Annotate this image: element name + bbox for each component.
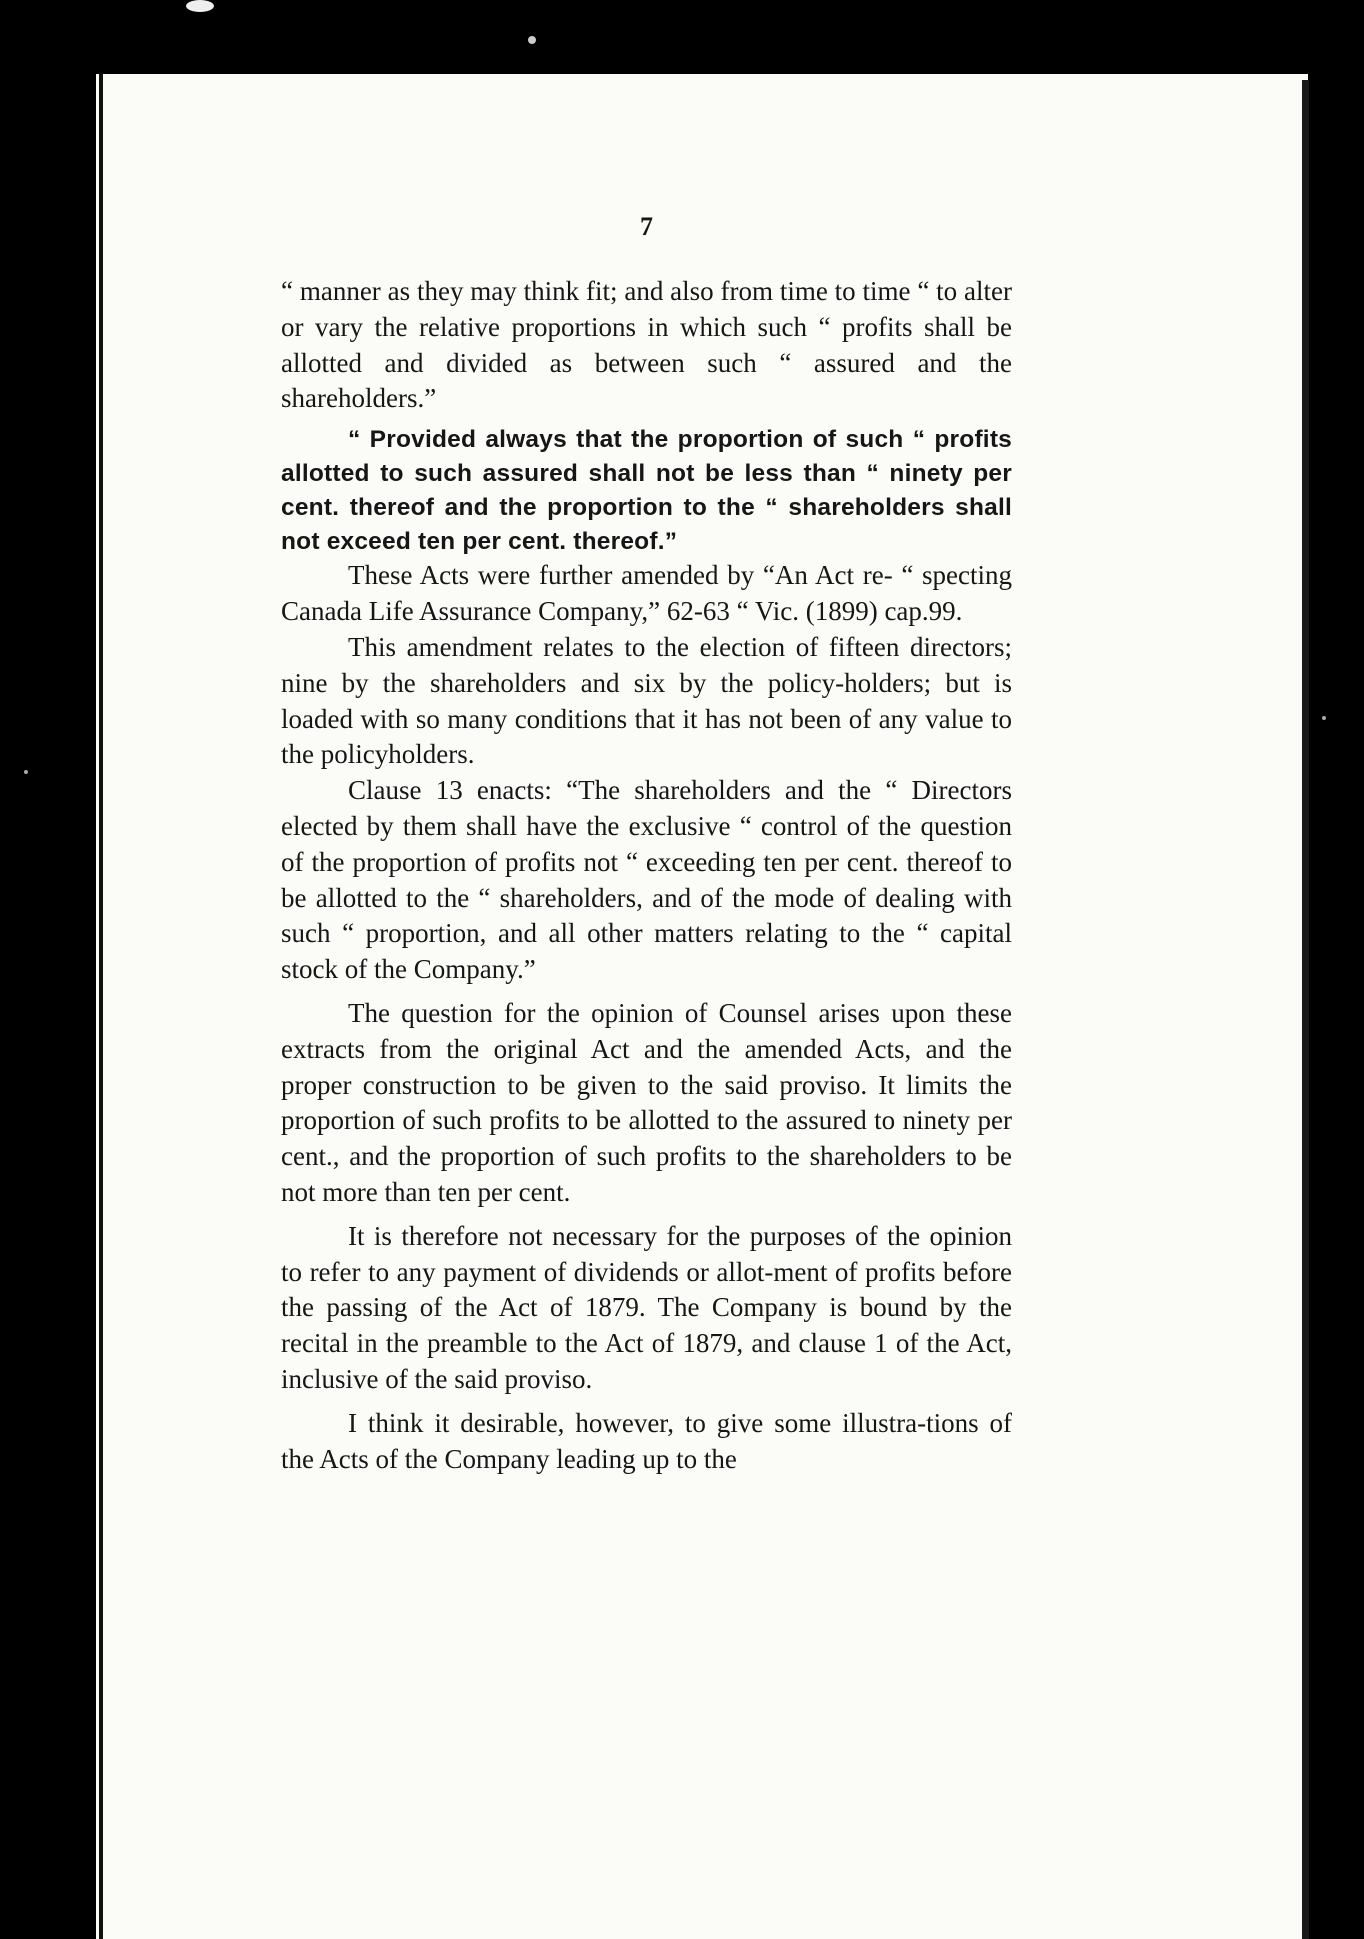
paragraph-dividends: It is therefore not necessary for the purposes of the opinion to refer to any payment of dividends or allot-ment of profits before the passing of the Act of 1879. The Company is bound by the recital in the preamble to the Act of 1879, and clause 1 of the Act, inclusive of the said proviso. [281, 1220, 1012, 1394]
page-edge-shadow [1302, 80, 1309, 1939]
paragraph-illustrations: I think it desirable, however, to give some illustra-tions of the Acts of the Company leading up to the [281, 1407, 1012, 1474]
paragraph-clause-13: Clause 13 enacts: “The shareholders and the “ Directors elected by them shall have the exclusive “ control of the question of the proportion of profits not “ exceeding ten per cent. thereof to be allotted to the “ shareholders, and of the mode of dealing with such “ proportion, and all other matters relating to the “ capital stock of the Company.” [281, 775, 1012, 985]
binding-edge [99, 74, 103, 1939]
body-text [281, 212, 1012, 1477]
scan-artifact [186, 0, 214, 12]
page-number: 7 [640, 212, 653, 241]
scan-artifact [24, 770, 28, 774]
paragraph-amendment-directors: This amendment relates to the election of fifteen directors; nine by the shareholders and six by the policy-holders; but is loaded with so many conditions that it has not been of any value to the policyholders. [281, 631, 1012, 770]
paragraph-question: The question for the opinion of Counsel arises upon these extracts from the original Act and the amended Acts, and the proper construction to be given to the said proviso. It limits the proportion of such profits to be allotted to the assured to ninety per cent., and the proportion of such profits to the shareholders to be not more than ten per cent. [281, 997, 1012, 1207]
paragraph-proviso: “ Provided always that the proportion of such “ profits allotted to such assured shall not be less than “ ninety per cent. thereof and the proportion to the “ shareholders shall not exceed ten per cent. thereof.” [281, 426, 1012, 555]
scan-artifact [1322, 716, 1326, 720]
scan-artifact [528, 36, 536, 44]
paragraph-continued-quote: “ manner as they may think fit; and also from time to time “ to alter or vary the relative proportions in which such “ profits shall be allotted and divided as between such “ assured and the shareholders.” [281, 276, 1012, 414]
paragraph-amendment-act: These Acts were further amended by “An Act re- “ specting Canada Life Assurance Company,” 62-63 “ Vic. (1899) cap.99. [281, 560, 1012, 627]
